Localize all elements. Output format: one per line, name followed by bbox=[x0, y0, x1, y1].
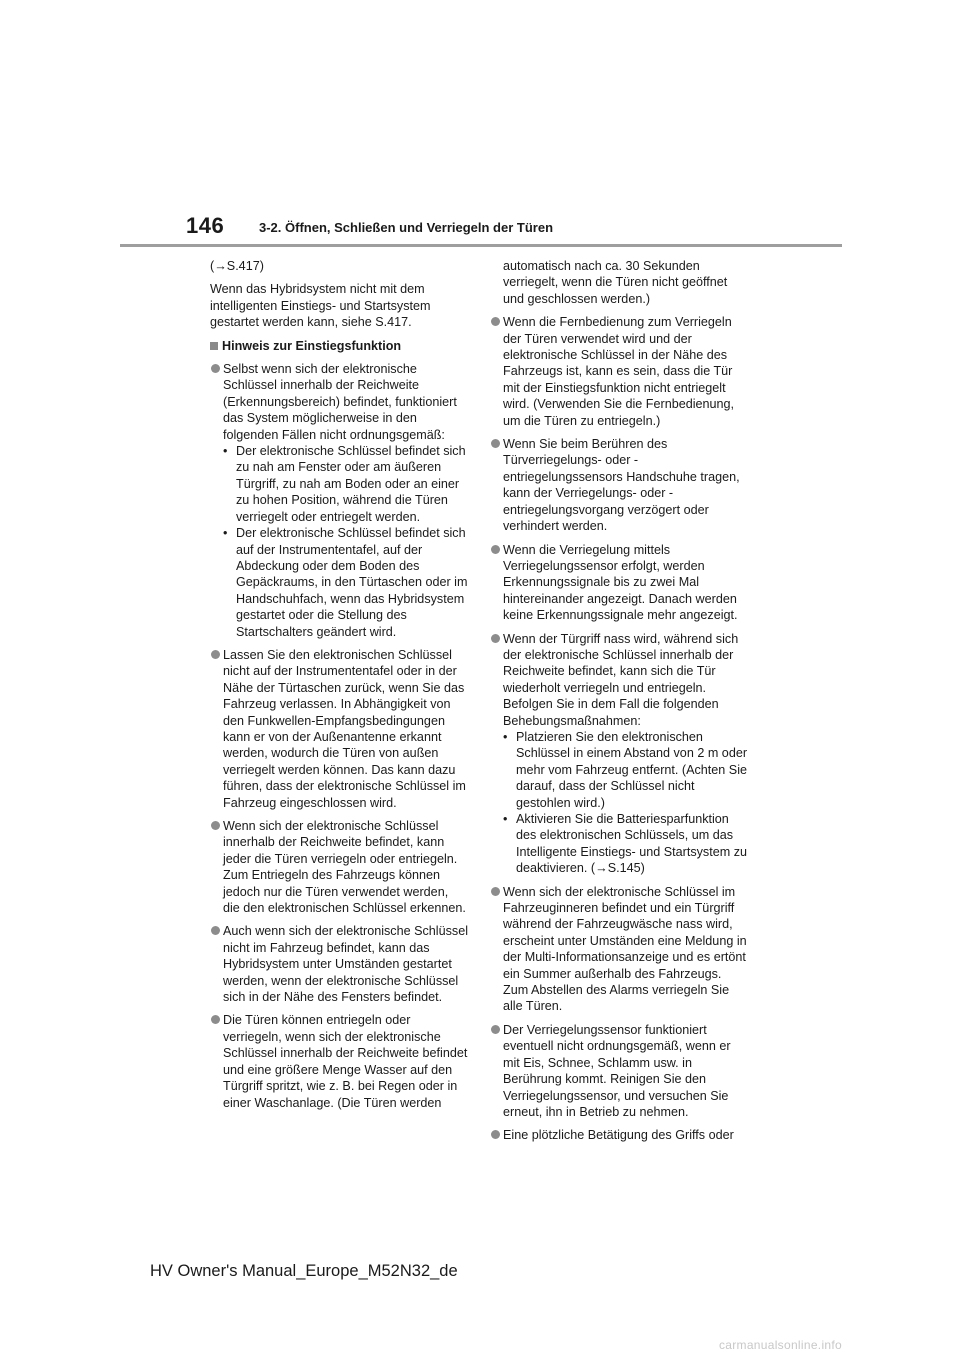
list-item-text: Auch wenn sich der elektronische Schlüssel nicht im Fahrzeug befindet, kann das Hybridsystem unter Umständen gestartet werden, wenn der elektronische Schlüssel sich in der Nähe des Fensters befindet. bbox=[223, 924, 469, 1005]
circle-bullet-icon bbox=[491, 1130, 500, 1139]
left-column bbox=[210, 258, 468, 1118]
list-item bbox=[210, 647, 468, 811]
list-item bbox=[210, 818, 468, 916]
circle-bullet-icon bbox=[491, 545, 500, 554]
header-divider bbox=[120, 244, 842, 247]
list-item bbox=[490, 436, 748, 534]
list-item bbox=[490, 314, 748, 429]
continuation-text: automatisch nach ca. 30 Sekunden verriegelt, wenn die Türen nicht geöffnet und geschlossen werden.) bbox=[503, 259, 728, 306]
sub-bullet-marker: • bbox=[223, 444, 228, 459]
circle-bullet-icon bbox=[211, 926, 220, 935]
sub-list-item bbox=[503, 811, 748, 877]
circle-bullet-icon bbox=[211, 1015, 220, 1024]
section-heading bbox=[210, 338, 468, 354]
list-item-text: Lassen Sie den elektronischen Schlüssel nicht auf der Instrumententafel oder in der Nähe der Türtaschen zurück, wenn Sie das Fahrzeug verlassen. In Abhängigkeit von den Funkwellen-Empfangsbedingungen kann er von der Außenantenne erkannt werden, wodurch die Türen von außen verriegelt werden können. Das kann dazu führen, dass der elektronische Schlüssel im Fahrzeug eingeschlossen wird. bbox=[223, 647, 466, 810]
list-item bbox=[490, 631, 748, 877]
intro-reference: (→S.417) bbox=[210, 259, 264, 273]
circle-bullet-icon bbox=[491, 317, 500, 326]
list-item-text: Wenn die Fernbedienung zum Verriegeln der Türen verwendet wird und der elektronische Schlüssel in der Nähe des Fahrzeugs ist, kann es sein, dass die Tür mit der Einstiegsfunktion nicht entriegelt wird. (Verwenden Sie die Fernbedienung, um die Türen zu entriegeln.) bbox=[503, 315, 735, 428]
list-item-text: Selbst wenn sich der elektronische Schlüssel innerhalb der Reichweite (Erkennungsbereich) befindet, funktioniert das System möglicherweise in den folgenden Fällen nicht ordnungsgemäß: bbox=[223, 362, 457, 442]
manual-title: HV Owner's Manual_Europe_M52N32_de bbox=[150, 1262, 458, 1280]
circle-bullet-icon bbox=[211, 821, 220, 830]
sub-bullet-marker: • bbox=[503, 812, 508, 826]
sub-list-item bbox=[223, 525, 468, 640]
page-number: 146 bbox=[186, 213, 225, 238]
list-item bbox=[490, 1022, 748, 1120]
sub-list-item-text: Aktivieren Sie die Batteriesparfunktion des elektronischen Schlüssels, um das Intelligente Einstiegs- und Startsystem zu deaktivieren. (→S.145) bbox=[516, 812, 747, 876]
circle-bullet-icon bbox=[491, 1025, 500, 1034]
list-item-text: Wenn sich der elektronische Schlüssel innerhalb der Reichweite befindet, kann jeder die Türen verriegeln oder entriegeln. Zum Entriegeln des Fahrzeugs können jedoch nur die Türen verwendet werden, die den elektronischen Schlüssel erkennen. bbox=[223, 819, 466, 916]
list-item bbox=[490, 884, 748, 1015]
square-bullet-icon bbox=[210, 342, 218, 350]
circle-bullet-icon bbox=[211, 650, 220, 659]
circle-bullet-icon bbox=[491, 439, 500, 448]
section-heading-text: Hinweis zur Einstiegsfunktion bbox=[222, 338, 402, 353]
section-title: 3-2. Öffnen, Schließen und Verriegeln der Türen bbox=[259, 220, 554, 235]
sub-list-item-text: Der elektronische Schlüssel befindet sich auf der Instrumententafel, auf der Abdeckung oder dem Boden des Gepäckraums, in den Türtaschen oder im Handschuhfach, wenn das Hybridsystem gestartet oder die Stellung des Startschalters geändert wird. bbox=[236, 526, 468, 639]
list-item bbox=[490, 542, 748, 624]
list-item-text: Wenn Sie beim Berühren des Türverriegelungs- oder -entriegelungssensors Handschuhe tragen, kann der Verriegelungs- oder -entriegelungsvorgang verzögert oder verhindert werden. bbox=[503, 437, 740, 534]
right-column bbox=[490, 258, 748, 1151]
sub-bullet-marker: • bbox=[223, 526, 228, 541]
page-header bbox=[0, 0, 960, 250]
watermark: carmanualsonline.info bbox=[718, 1338, 842, 1352]
list-item-text: Wenn sich der elektronische Schlüssel im Fahrzeuginneren befindet und ein Türgriff während der Fahrzeugwäsche nass wird, erscheint unter Umständen eine Meldung in der Multi-Informationsanzeige und es ertönt ein Summer außerhalb des Fahrzeugs. Zum Abstellen des Alarms verriegeln Sie alle Türen. bbox=[503, 884, 747, 1014]
list-item-text: Eine plötzliche Betätigung des Griffs oder bbox=[503, 1128, 734, 1143]
intro-paragraph: Wenn das Hybridsystem nicht mit dem intelligenten Einstiegs- und Startsystem gestartet werden kann, siehe S.417. bbox=[210, 282, 431, 330]
list-item-text: Wenn der Türgriff nass wird, während sich der elektronische Schlüssel innerhalb der Reichweite befindet, kann sich die Tür wiederholt verriegeln und entriegeln. Befolgen Sie in dem Fall die folgenden Behebungsmaßnahmen: bbox=[503, 631, 739, 728]
sub-list-item bbox=[223, 443, 468, 525]
sub-list-item-text: Platzieren Sie den elektronischen Schlüssel in einem Abstand von 2 m oder mehr vom Fahrzeug entfernt. (Achten Sie darauf, dass der Schlüssel nicht gestohlen wird.) bbox=[516, 729, 748, 810]
circle-bullet-icon bbox=[491, 887, 500, 896]
list-item-text: Die Türen können entriegeln oder verriegeln, wenn sich der elektronische Schlüssel innerhalb der Reichweite befindet und eine größere Menge Wasser auf den Türgriff spritzt, wie z. B. bei Regen oder in einer Waschanlage. (Die Türen werden bbox=[223, 1013, 468, 1110]
circle-bullet-icon bbox=[491, 634, 500, 643]
list-item bbox=[210, 361, 468, 640]
sub-list-item-text: Der elektronische Schlüssel befindet sich zu nah am Fenster oder am äußeren Türgriff, zu nah am Boden oder an einer zu hohen Position, während die Türen verriegelt oder entriegelt werden. bbox=[236, 444, 466, 524]
list-item-continuation bbox=[490, 258, 748, 307]
list-item bbox=[210, 923, 468, 1005]
sub-list-item bbox=[503, 729, 748, 811]
circle-bullet-icon bbox=[211, 364, 220, 373]
list-item-text: Der Verriegelungssensor funktioniert eventuell nicht ordnungsgemäß, wenn er mit Eis, Schnee, Schlamm usw. in Berührung kommt. Reinigen Sie den Verriegelungssensor, und versuchen Sie erneut, ihn in Betrieb zu nehmen. bbox=[503, 1022, 731, 1119]
list-item bbox=[210, 1012, 468, 1110]
list-item bbox=[490, 1127, 748, 1143]
sub-bullet-marker: • bbox=[503, 729, 508, 744]
list-item-text: Wenn die Verriegelung mittels Verriegelungssensor erfolgt, werden Erkennungssignale bis zu zwei Mal hintereinander angezeigt. Danach werden keine Erkennungssignale mehr angezeigt. bbox=[503, 542, 738, 623]
